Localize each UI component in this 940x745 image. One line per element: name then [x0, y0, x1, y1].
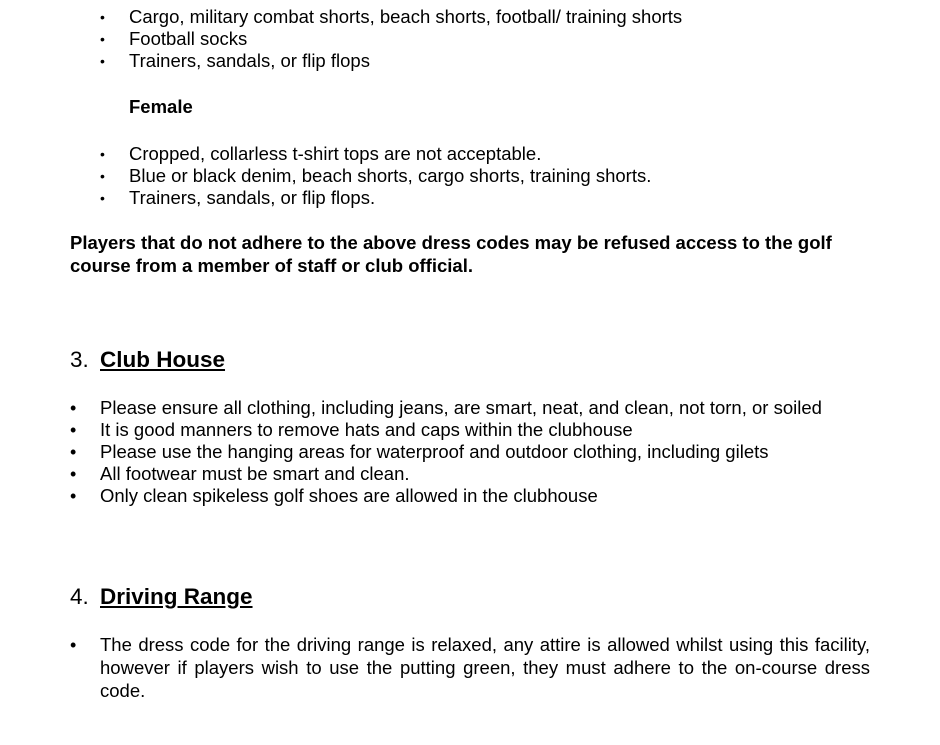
- list-item-text: It is good manners to remove hats and caps within the clubhouse: [100, 419, 633, 440]
- bullet-icon: •: [70, 420, 77, 440]
- section-title: Driving Range: [100, 584, 253, 609]
- bullet-icon: •: [100, 168, 105, 184]
- list-item: [70, 397, 870, 419]
- list-item-text: Cropped, collarless t-shirt tops are not acceptable.: [129, 143, 542, 164]
- bullet-icon: •: [100, 190, 105, 206]
- list-item-text: The dress code for the driving range is relaxed, any attire is allowed whilst using this facility, however if players wish to use the putting green, they must adhere to the on-course dress code.: [100, 634, 870, 701]
- bullet-icon: •: [100, 146, 105, 162]
- bullet-icon: •: [70, 442, 77, 462]
- list-item-text: Trainers, sandals, or flip flops.: [129, 187, 376, 208]
- bullet-icon: •: [100, 53, 105, 69]
- driving-range-rules-list: [70, 634, 870, 702]
- section-number: 3.: [70, 347, 89, 372]
- list-item: [100, 6, 919, 28]
- list-item-text: Blue or black denim, beach shorts, cargo shorts, training shorts.: [129, 165, 652, 186]
- section-heading-club-house: [70, 346, 225, 374]
- list-item-text: Please ensure all clothing, including jeans, are smart, neat, and clean, not torn, or soiled: [100, 397, 822, 418]
- section-title: Club House: [100, 347, 226, 372]
- bullet-icon: •: [70, 635, 77, 655]
- bullet-icon: •: [100, 31, 105, 47]
- list-item-text: Only clean spikeless golf shoes are allowed in the clubhouse: [100, 485, 598, 506]
- section-heading-driving-range: [70, 583, 253, 611]
- dress-code-warning: Players that do not adhere to the above dress codes may be refused access to the golf course from a member of staff or club official.: [70, 232, 832, 276]
- list-item: [100, 165, 919, 187]
- male-dress-list: [100, 6, 919, 72]
- list-item-text: Please use the hanging areas for waterproof and outdoor clothing, including gilets: [100, 441, 769, 462]
- list-item-text: Cargo, military combat shorts, beach shorts, football/ training shorts: [129, 6, 683, 27]
- club-house-rules-list: [70, 397, 870, 507]
- list-item: [70, 463, 870, 485]
- list-item: [70, 634, 870, 702]
- list-item: [100, 50, 919, 72]
- list-item: [70, 485, 870, 507]
- bullet-icon: •: [100, 9, 105, 25]
- list-item: [100, 28, 919, 50]
- female-heading: Female: [129, 96, 193, 117]
- list-item: [100, 143, 919, 165]
- list-item-text: Football socks: [129, 28, 248, 49]
- section-number: 4.: [70, 584, 89, 609]
- list-item: [70, 419, 870, 441]
- list-item-text: All footwear must be smart and clean.: [100, 463, 410, 484]
- list-item: [70, 441, 870, 463]
- bullet-icon: •: [70, 398, 77, 418]
- bullet-icon: •: [70, 486, 77, 506]
- bullet-icon: •: [70, 464, 77, 484]
- list-item: [100, 187, 919, 209]
- female-dress-list: [100, 143, 919, 209]
- list-item-text: Trainers, sandals, or flip flops: [129, 50, 370, 71]
